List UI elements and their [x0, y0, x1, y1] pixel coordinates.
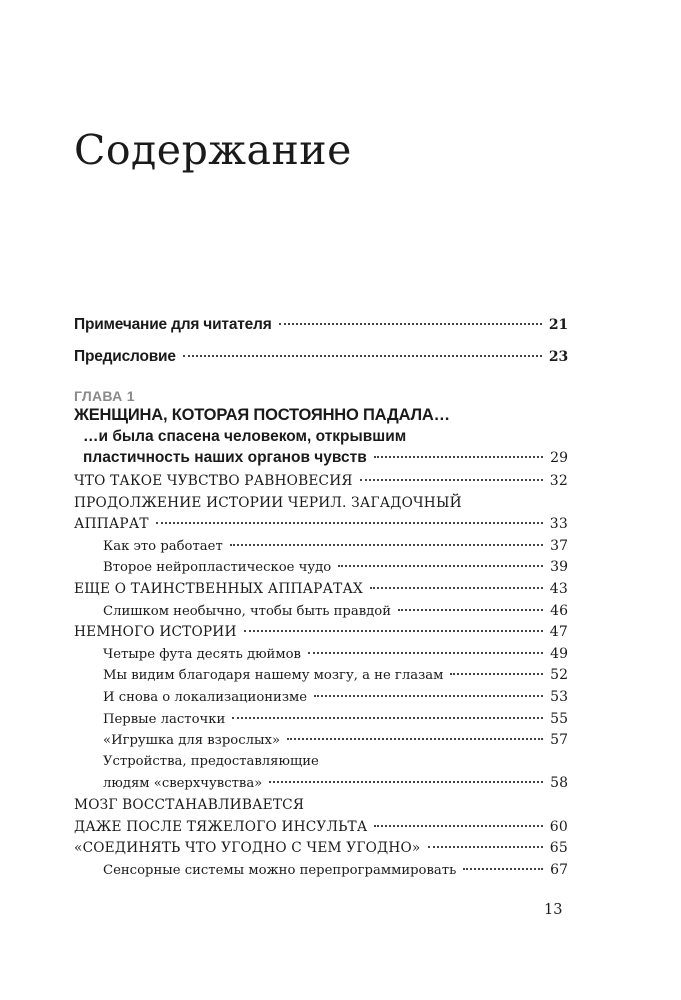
chapter-title[interactable]: ЖЕНЩИНА, КОТОРАЯ ПОСТОЯННО ПАДАЛА… — [74, 406, 450, 424]
toc-entry-label: людям «сверхчувства» — [103, 776, 263, 792]
dot-leader — [269, 781, 543, 783]
page-number: 13 — [544, 902, 563, 918]
toc-page-number: 60 — [549, 818, 568, 835]
toc-entry[interactable] — [74, 840, 568, 862]
toc-page-number: 46 — [550, 602, 568, 619]
toc-subentry[interactable] — [74, 711, 568, 733]
toc-subentry[interactable] — [74, 862, 568, 884]
toc-entry[interactable] — [74, 819, 568, 841]
toc-entry-label: МОЗГ ВОССТАНАВЛИВАЕТСЯ — [74, 796, 305, 813]
dot-leader — [232, 717, 543, 719]
page-title: Содержание — [74, 126, 352, 174]
toc-entry-label: «Игрушка для взрослых» — [103, 733, 281, 749]
toc-subentry[interactable] — [74, 732, 568, 754]
toc-page-number: 23 — [548, 349, 568, 365]
toc-entry[interactable] — [74, 473, 568, 495]
toc-entry-label: НЕМНОГО ИСТОРИИ — [74, 624, 237, 641]
dot-leader — [279, 323, 542, 325]
toc-entry-label: И снова о локализационизме — [103, 689, 308, 705]
toc-entry[interactable] — [74, 624, 568, 646]
toc-page-number: 37 — [550, 537, 568, 554]
toc-entry-label: Слишком необычно, чтобы быть правдой — [103, 603, 392, 619]
toc-page-number: 39 — [550, 559, 568, 576]
toc-page-number: 65 — [549, 840, 568, 857]
toc-entry[interactable] — [74, 516, 568, 538]
dot-leader — [314, 695, 543, 697]
toc-entry-label: Сенсорные системы можно перепрограммировать — [103, 862, 457, 878]
toc-entry-preface[interactable] — [74, 348, 568, 370]
dot-leader — [156, 522, 543, 524]
toc-page-number: 49 — [550, 645, 568, 662]
toc-entry-chapter-1[interactable] — [74, 449, 568, 473]
toc-subentry[interactable] — [74, 775, 568, 797]
dot-leader — [374, 456, 543, 458]
toc-subentry[interactable] — [74, 754, 568, 776]
chapter-label: ГЛАВА 1 — [74, 388, 135, 404]
dot-leader — [398, 609, 543, 611]
dot-leader — [450, 673, 543, 675]
toc-page-number: 32 — [549, 473, 568, 489]
toc-page-number: 33 — [549, 516, 568, 533]
toc-entry-label: АППАРАТ — [74, 516, 149, 533]
toc-subentry[interactable] — [74, 538, 568, 560]
toc-page-number: 57 — [550, 732, 568, 749]
toc-page-number: 53 — [550, 688, 568, 705]
dot-leader — [374, 825, 542, 827]
chapter-subtitle: пластичность наших органов чувств — [83, 449, 367, 466]
toc-page-number: 47 — [549, 624, 568, 641]
toc-entry-label: ПРОДОЛЖЕНИЕ ИСТОРИИ ЧЕРИЛ. ЗАГАДОЧНЫЙ — [74, 494, 462, 511]
dot-leader — [287, 738, 543, 740]
toc-entry-note[interactable] — [74, 316, 568, 338]
toc-subentry[interactable] — [74, 689, 568, 711]
toc-entry[interactable] — [74, 797, 568, 819]
toc-entry-label: ЧТО ТАКОЕ ЧУВСТВО РАВНОВЕСИЯ — [74, 473, 353, 489]
toc-entry[interactable] — [74, 495, 568, 517]
dot-leader — [308, 652, 543, 654]
dot-leader — [463, 868, 543, 870]
chapter-subtitle: …и была спасена человеком, открывшим — [83, 428, 407, 445]
dot-leader — [370, 587, 543, 589]
dot-leader — [338, 565, 543, 567]
toc-page-number: 29 — [550, 450, 568, 466]
dot-leader — [360, 479, 543, 481]
toc-entry-label: Второе нейропластическое чудо — [103, 560, 332, 576]
toc-subentry[interactable] — [74, 646, 568, 668]
table-of-contents — [74, 316, 568, 883]
toc-page-number: 58 — [550, 775, 568, 792]
toc-subentry[interactable] — [74, 559, 568, 581]
toc-page-number: 43 — [549, 580, 568, 597]
toc-subentry[interactable] — [74, 667, 568, 689]
toc-page-number: 52 — [550, 667, 568, 684]
toc-entry-label: Как это работает — [103, 538, 223, 554]
toc-entry-label: Первые ласточки — [103, 711, 226, 727]
toc-entry-label: Устройства, предоставляющие — [103, 753, 319, 769]
toc-entry-label: Примечание для читателя — [74, 316, 272, 333]
dot-leader — [183, 355, 542, 357]
toc-page-number: 67 — [550, 861, 568, 878]
toc-entry-label: ДАЖЕ ПОСЛЕ ТЯЖЕЛОГО ИНСУЛЬТА — [74, 818, 368, 835]
toc-entry-label: Мы видим благодаря нашему мозгу, а не глазам — [103, 668, 444, 684]
dot-leader — [230, 544, 543, 546]
toc-entry-label: Предисловие — [74, 348, 176, 365]
toc-entry[interactable] — [74, 581, 568, 603]
toc-page-number: 55 — [550, 710, 568, 727]
dot-leader — [428, 846, 543, 848]
toc-page-number: 21 — [548, 317, 568, 333]
toc-subentry[interactable] — [74, 603, 568, 625]
toc-entry-label: «СОЕДИНЯТЬ ЧТО УГОДНО С ЧЕМ УГОДНО» — [74, 840, 421, 857]
dot-leader — [244, 630, 543, 632]
toc-entry-label: Четыре фута десять дюймов — [103, 646, 301, 662]
toc-entry-label: ЕЩЕ О ТАИНСТВЕННЫХ АППАРАТАХ — [74, 580, 364, 597]
